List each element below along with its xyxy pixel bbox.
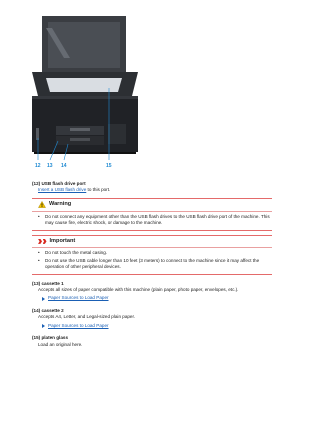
warning-body — [32, 211, 272, 230]
important-item-1: Do not touch the metal casing. — [45, 250, 108, 256]
callout-13: 13 — [47, 163, 53, 169]
platen-description: Load an original here. — [38, 341, 83, 347]
callout-15: 15 — [106, 163, 112, 169]
manual-content — [32, 181, 272, 348]
insert-usb-link[interactable]: Insert a USB flash drive — [38, 187, 87, 193]
usb-port — [36, 128, 39, 140]
warning-header — [32, 199, 272, 211]
cassette1-description: Accepts all sizes of paper compatible with this machine (plain paper, photo paper, envelopes, etc.). — [38, 287, 239, 293]
important-box — [32, 235, 272, 275]
warning-title: Warning — [49, 200, 72, 207]
usb-heading: (12) USB flash drive port — [32, 181, 86, 186]
warning-box — [32, 198, 272, 231]
platen-glass — [46, 78, 122, 92]
list-item — [38, 214, 272, 227]
list-item — [38, 250, 272, 256]
callout-12: 12 — [35, 163, 41, 169]
cassette2-description: Accepts A4, Letter, and Legal-sized plain paper. — [38, 314, 136, 320]
printer-svg — [26, 10, 144, 175]
important-item-2: Do not use the USB cable longer than 10 feet (3 meters) to connect to the machine since it may affect the operation of other peripheral devices. — [45, 257, 260, 270]
important-title: Important — [49, 237, 76, 244]
callout-14: 14 — [61, 163, 67, 169]
arrow-right-icon — [42, 324, 45, 328]
cassette1-heading: (13) cassette 1 — [32, 280, 64, 286]
platen-heading: (15) platen glass — [32, 335, 68, 341]
cassette2-heading: (14) cassette 2 — [32, 307, 64, 313]
bullet-icon: • — [38, 250, 40, 256]
paper-sources-link-1[interactable]: Paper Sources to Load Paper — [48, 295, 109, 301]
important-header — [32, 236, 272, 248]
important-body — [32, 247, 272, 273]
warning-triangle-icon — [38, 201, 46, 208]
paper-sources-link-2[interactable]: Paper Sources to Load Paper — [48, 322, 109, 328]
cassette2-reference — [42, 323, 272, 329]
usb-description — [38, 187, 272, 193]
list-item — [38, 258, 272, 271]
warning-item: Do not connect any equipment other than the USB flash drives to the USB flash drive port of the machine. This may cause fire, electric shock, or damage to the machine. — [45, 213, 270, 226]
arrow-right-icon — [42, 297, 45, 301]
double-chevron-icon — [38, 239, 47, 244]
usb-link-suffix: to this port. — [86, 187, 111, 193]
cassette1-reference — [42, 295, 272, 301]
bullet-icon: • — [38, 213, 40, 219]
bullet-icon: • — [38, 257, 40, 263]
printer-illustration — [26, 10, 144, 175]
